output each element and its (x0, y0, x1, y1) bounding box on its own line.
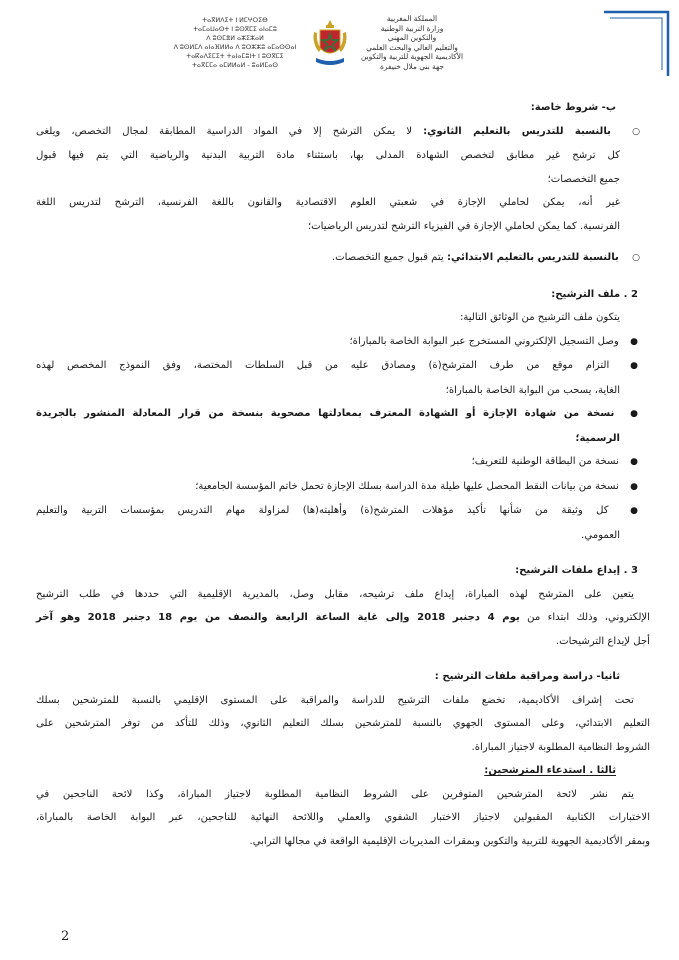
bullet-icon: ● (630, 457, 638, 467)
section-third-heading: ثالثا . استدعاء المترشحين: (484, 765, 616, 776)
secondary-condition-line-3: جميع التخصصات؛ (547, 173, 620, 185)
document-list-item (36, 330, 650, 355)
section-second-line-1: تحت إشراف الأكاديمية، تخضع ملفات الترشيح للدراسة والمراقبة على المستوى الإقليمي بالنسبة للمترشحين بسلك (36, 694, 634, 706)
secondary-condition-line-5: الفرنسية. كما يمكن لحاملي الإجازة في الفيزياء الترشح لتدريس الرياضيات؛ (307, 220, 620, 232)
bullet-icon: ● (630, 506, 638, 516)
list-item-text: نسخة من البطاقة الوطنية للتعريف؛ (471, 456, 619, 467)
list-item-continuation: الرسمية؛ (575, 432, 620, 444)
deposit-text-start: الإلكتروني، وذلك ابتداء من (527, 612, 650, 623)
document-list-item (36, 402, 650, 427)
bullet-icon: ● (630, 361, 639, 371)
list-item-text: التزام موقع من طرف المترشح(ة) ومصادق عليه من قبل السلطات المختصة، وفق النموذج المخصص لهذه (36, 360, 610, 371)
document-list-item (36, 499, 650, 524)
corner-decoration (600, 6, 672, 78)
arabic-header-line: الأكاديمية الجهوية للتربية والتكوين (360, 52, 464, 62)
section-third-line-2: الاختبارات الكتابية المقبولين لاجتياز الاختبار الشفوي والعملي واللائحة النهائية للناجحين، عبر البوابة الخاصة بالمباراة، (36, 812, 650, 823)
primary-text: يتم قبول جميع التخصصات. (331, 252, 444, 263)
bullet-icon: ● (630, 409, 639, 419)
tifinagh-line: ⵜⴰⴽⴰⴷⵉⵎⵉⵜ ⵜⴰⵏⴰⵎⵓⵏⵜ ⵏ ⵓⵙⴳⵎⵉ (186, 53, 284, 60)
section-3-line-3: أجل لإيداع الترشيحات. (555, 635, 650, 647)
section-b-heading: ب- شروط خاصة: (530, 102, 616, 113)
primary-label: بالنسبة للتدريس بالتعليم الابتدائي: (446, 252, 619, 263)
section-second-line-3: الشروط النظامية المطلوبة لاجتياز المباراة. (471, 741, 650, 753)
section-3-heading: 3 . إيداع ملفات الترشيح: (515, 565, 638, 576)
tifinagh-line: ⵜⴰⴳⵎⵎⴰ ⴰⵎⵍⵍⴰⵍ - ⵓⴰⵍⵎⴰⵙ (192, 62, 278, 69)
section-2-intro: يتكون ملف الترشيح من الوثائق التالية: (459, 312, 620, 323)
tifinagh-line: ⴷ ⵓⵙⵎⴻⵍ ⴰⵣⵉⵣⴰⵍ (206, 35, 264, 42)
document-body (36, 96, 650, 853)
section-3-line-2 (36, 606, 650, 630)
bullet-icon: ● (630, 481, 638, 492)
deposit-text-end: وهو آخر (36, 612, 81, 623)
tifinagh-line: ⵜⴰⴳⵍⴷⵉⵜ ⵏ ⵍⵎⵖⵔⵉⴱ (202, 17, 268, 24)
arabic-header-line: وزارة التربية الوطنية (380, 23, 444, 33)
arabic-header (352, 14, 472, 72)
document-list-item (36, 475, 650, 500)
section-3-line-1: يتعين على المترشح لهذه المباراة، إيداع ملف ترشيحه، مقابل وصل، بالمديرية الإقليمية التي حددها في طلب الترشيح (36, 588, 634, 600)
document-list-item (36, 354, 650, 379)
secondary-condition-line-4: غير أنه، يمكن لحاملي الإجازة في شعبتي العلوم الاقتصادية والقانون باللغة الفرنسية، الترشح لتدريس اللغة (36, 197, 620, 208)
secondary-condition-line-1 (36, 120, 650, 145)
secondary-label: بالنسبة للتدريس بالتعليم الثانوي: (423, 125, 611, 137)
deposit-dates: يوم 4 دجنبر 2018 وإلى غاية الساعة الرابعة والنصف من يوم 18 دجنبر 2018 (87, 612, 520, 623)
section-third-line-3: وبمقر الأكاديمية الجهوية للتربية والتكوين وبمقرات المديريات الإقليمية الواقعة في مجالها الترابي. (249, 835, 650, 847)
section-2-heading: 2 . ملف الترشيح: (551, 288, 638, 300)
coat-of-arms-icon (311, 18, 349, 68)
list-item-continuation: العمومي. (581, 529, 620, 541)
list-item-continuation: الغاية، يسحب من البوابة الخاصة بالمباراة؛ (445, 384, 620, 396)
section-third-line-1: يتم نشر لائحة المترشحين المتوفرين على الشروط النظامية المطلوبة لاجتياز المباراة، وكذا لائحة الناجحين في (36, 788, 634, 800)
circle-bullet-icon: ○ (632, 253, 640, 263)
list-item-text: وصل التسجيل الإلكتروني المستخرج عبر البوابة الخاصة بالمباراة؛ (349, 335, 619, 347)
list-item-text: نسخة من شهادة الإجازة أو الشهادة المعترف بمعادلتها مصحوبة بنسخة من قرار المعادلة المنشور بالجريدة (36, 408, 615, 419)
arabic-header-line: المملكة المغربية (386, 14, 438, 23)
circle-bullet-icon: ○ (632, 126, 640, 137)
page-number: 2 (61, 929, 70, 944)
secondary-text: لا يمكن الترشح إلا في المواد الدراسية المطابقة لمجال التخصص، ويلغى (36, 125, 413, 137)
list-item-text: نسخة من بيانات النقط المحصل عليها طيلة مدة الدراسة بسلك الإجازة تحمل خاتم المؤسسة الجامعية؛ (195, 480, 619, 492)
section-second-line-2: التعليم الابتدائي، وعلى المستوى الجهوي بالنسبة للمترشحين بسلك التعليم الثانوي، وذلك للتأكد من توفر المترشحين على (36, 718, 650, 729)
primary-condition (36, 246, 650, 271)
tifinagh-line: ⴷ ⵓⵙⵍⵎⴷ ⴰⵏⴰⴼⵍⵍⴰ ⴷ ⵓⵔⵣⵣⵓ ⴰⵎⴰⵙⵙⴰⵏ (173, 44, 297, 51)
letterhead (0, 0, 679, 78)
secondary-condition-line-2: كل ترشح غير مطابق لتخصص الشهادة المدلى بها، باستثناء مادة التربية البدنية والرياضية التي يتم فيها قبول (36, 150, 620, 161)
arabic-header-line: والتكوين المهني (387, 33, 437, 43)
bullet-icon: ● (630, 336, 638, 347)
arabic-header-line: جهة بني ملال خنيفرة (380, 61, 444, 71)
section-second-heading: ثانيا- دراسة ومراقبة ملفات الترشيح : (434, 671, 620, 682)
tifinagh-line: ⵜⴰⵎⴰⵡⴰⵙⵜ ⵏ ⵓⵙⴳⵎⵉ ⴰⵏⴰⵎⵓ (193, 26, 277, 33)
document-list-item (36, 450, 650, 475)
arabic-header-line: والتعليم العالي والبحث العلمي (366, 42, 458, 52)
list-item-text: كل وثيقة من شأنها تأكيد مؤهلات المترشح(ة) وأهليته(ها) لمزاولة مهام التدريس بمؤسسات التربية والتعليم (36, 505, 609, 516)
tifinagh-header (160, 16, 310, 70)
